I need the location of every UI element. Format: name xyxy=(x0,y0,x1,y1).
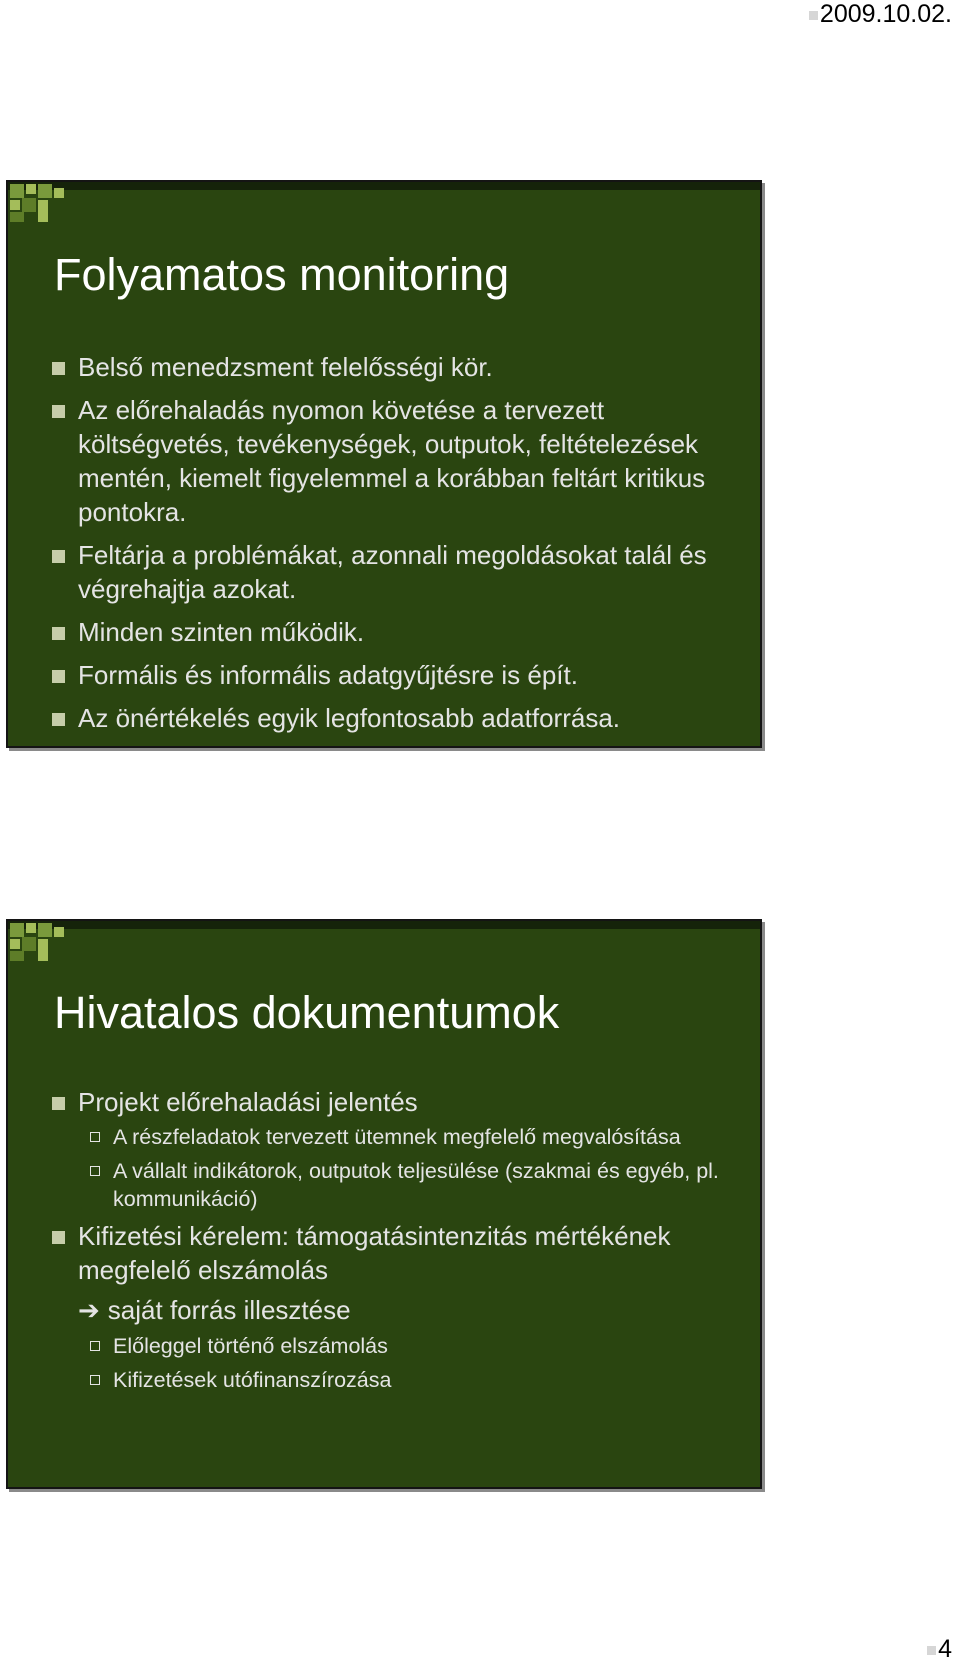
square-bullet-icon xyxy=(52,713,65,726)
list-item: Formális és informális adatgyűjtésre is épít. xyxy=(52,658,740,692)
hollow-square-bullet-icon xyxy=(90,1375,100,1385)
header-date xyxy=(809,0,952,28)
date-text: 2009.10.02. xyxy=(819,0,952,28)
list-item: Az előrehaladás nyomon követése a tervezett költségvetés, tevékenységek, outputok, feltételezések mentén, kiemelt figyelemmel a korábban feltárt kritikus pontokra. xyxy=(52,393,740,529)
list-item: Feltárja a problémákat, azonnali megoldásokat talál és végrehajtja azokat. xyxy=(52,538,740,606)
list-item: Projekt előrehaladási jelentés A részfeladatok tervezett ütemnek megfelelő megvalósítása A vállalt indikátorok, outputok teljesülése (szakmai és egyéb, pl. kommunikáció) xyxy=(52,1085,740,1213)
hollow-square-bullet-icon xyxy=(90,1166,100,1176)
square-icon xyxy=(809,11,818,20)
list-item: Az önértékelés egyik legfontosabb adatforrása. xyxy=(52,701,740,735)
page-number: 4 xyxy=(927,1635,952,1664)
list-item: ➔ saját forrás illesztése Előleggel történő elszámolás Kifizetések utófinanszírozása xyxy=(52,1293,740,1394)
list-item: Minden szinten működik. xyxy=(52,615,740,649)
slide-title: Folyamatos monitoring xyxy=(54,249,510,300)
list-item: Kifizetési kérelem: támogatásintenzitás mértékének megfelelő elszámolás xyxy=(52,1219,740,1287)
bullet-list xyxy=(52,350,740,744)
slide-hivatalos-dokumentumok xyxy=(6,919,762,1489)
square-bullet-icon xyxy=(52,550,65,563)
decoration-squares-icon xyxy=(10,184,66,226)
square-icon xyxy=(927,1646,936,1655)
square-bullet-icon xyxy=(52,627,65,640)
slide-top-bar xyxy=(8,182,760,190)
square-bullet-icon xyxy=(52,405,65,418)
hollow-square-bullet-icon xyxy=(90,1341,100,1351)
decoration-squares-icon xyxy=(10,923,66,965)
slide-top-bar xyxy=(8,921,760,929)
square-bullet-icon xyxy=(52,1097,65,1110)
sub-list-item: Előleggel történő elszámolás xyxy=(78,1332,740,1360)
square-bullet-icon xyxy=(52,1231,65,1244)
hollow-square-bullet-icon xyxy=(90,1132,100,1142)
sub-list-item: Kifizetések utófinanszírozása xyxy=(78,1366,740,1394)
bullet-list xyxy=(52,1085,740,1400)
sub-list-item: A részfeladatok tervezett ütemnek megfelelő megvalósítása xyxy=(78,1123,740,1151)
arrow-right-icon: ➔ xyxy=(78,1296,100,1326)
sub-list xyxy=(78,1332,740,1394)
square-bullet-icon xyxy=(52,670,65,683)
slide-title: Hivatalos dokumentumok xyxy=(54,987,560,1038)
list-item: Belső menedzsment felelősségi kör. xyxy=(52,350,740,384)
square-bullet-icon xyxy=(52,362,65,375)
slide-folyamatos-monitoring xyxy=(6,180,762,748)
sub-list xyxy=(78,1123,740,1213)
sub-list-item: A vállalt indikátorok, outputok teljesülése (szakmai és egyéb, pl. kommunikáció) xyxy=(78,1157,740,1213)
